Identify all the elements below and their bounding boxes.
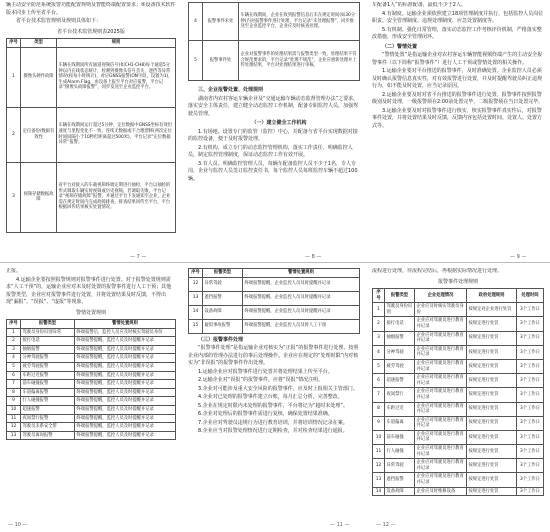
cell-type: 定位备份/数据有效性 bbox=[21, 107, 57, 162]
cell-type: 异常驾驶 bbox=[385, 459, 415, 473]
header-cell: 报警类型 bbox=[203, 269, 243, 278]
table-row bbox=[373, 473, 544, 487]
cell-type: 驾驶员身份识别异常 bbox=[21, 328, 75, 337]
p8-para: 2.有机构。成立专门的动态监控管理机构，落实工作责任，明确监控人员，制定监控管理制度，保证动态监控工作有效开展。 bbox=[188, 144, 353, 158]
cell-time: 3个工作日 bbox=[517, 402, 544, 416]
cell-rule: 终端报警提醒，企业监控人员及时提醒并记录 bbox=[243, 305, 360, 319]
header-cell: 序号 bbox=[373, 289, 385, 303]
cell-time: 3个工作日 bbox=[517, 331, 544, 345]
p11-para: 5.企业在规定时限内未处理的报警事件，平台将记为“超时未处理”。 bbox=[198, 402, 348, 409]
cell-no: 2 bbox=[7, 337, 21, 346]
header-cell: 序号 bbox=[189, 269, 203, 278]
cell-enterprise: 企业应对驾驶员进行教育并记录 bbox=[415, 345, 467, 359]
page-10 bbox=[6, 268, 176, 523]
cell-time: 3个工作日 bbox=[517, 303, 544, 317]
cell-enterprise: 企业应对驾驶员进行教育并记录 bbox=[415, 331, 467, 345]
p8-para: 3.有人员。明确监控管理人员，每辆车配备监控人员不少于1名，专人专岗，企业与监控人员签订监控责任书，每个监控人员每班监控车辆不超过100辆。 bbox=[188, 160, 358, 182]
cell-government: 按规定进行处罚 bbox=[467, 430, 517, 444]
table-row bbox=[373, 345, 544, 359]
header-cell: 处理时间 bbox=[517, 289, 544, 303]
table-row bbox=[7, 423, 176, 432]
cell-type: 接打电话 bbox=[21, 337, 75, 346]
cell-government: 按规定进行处罚 bbox=[467, 402, 517, 416]
page-11 bbox=[188, 268, 360, 523]
cell-type: 遮挡报警 bbox=[203, 291, 243, 305]
cell-type: 抽烟报警 bbox=[21, 345, 75, 354]
cell-no: 9 bbox=[7, 397, 21, 406]
cell-rule: 终端报警提醒，企业监控人员及时提醒并记录 bbox=[243, 291, 360, 305]
cell-type: 遮挡报警 bbox=[385, 473, 415, 487]
cell-type: 抽烟报警 bbox=[385, 331, 415, 345]
cell-type: 车距过近 bbox=[385, 402, 415, 416]
p10-para: 4.运输企业要按照报警规则对报警事件进行处置。对于报警处置规则需求“人工干预”的，运输企业应对未及时处置的报警事件进行人工干预；其他报警类型，企业应对报警事件进行处置，并将处置结果及时反馈，不得出现“漏报”、“误报”、“虚报”等现象。 bbox=[6, 276, 172, 305]
table-row bbox=[189, 319, 360, 333]
cell-no: 1 bbox=[373, 303, 385, 317]
header-cell: 规则 bbox=[57, 39, 176, 48]
table-row bbox=[373, 303, 544, 317]
p11-para: 1.运输企业应对报警事件进行处置并将处理结果上传至平台。 bbox=[198, 368, 333, 375]
cell-no: 10 bbox=[7, 405, 21, 414]
p11-table bbox=[188, 268, 360, 334]
table-row bbox=[373, 317, 544, 331]
table-row bbox=[189, 277, 360, 291]
p9-para: 车配备1人”的标准配备，最低不少于2人。 bbox=[372, 2, 466, 8]
cell-type: 行人碰撞报警 bbox=[21, 397, 75, 406]
p11-para: 4.企业对已处理的报警事件建立台账，每月汇总分析，完善整改。 bbox=[198, 394, 343, 401]
cell-no: 15 bbox=[189, 319, 203, 333]
p10-table-caption: 警情处置规则 bbox=[75, 309, 106, 316]
cell-type: 报警事件未处 bbox=[203, 3, 239, 41]
table-row bbox=[373, 445, 544, 459]
cell-no: 4 bbox=[373, 345, 385, 359]
cell-no: 11 bbox=[7, 414, 21, 423]
cell-no: 13 bbox=[7, 431, 21, 440]
cell-type: 视频存储数据故障 bbox=[21, 162, 57, 232]
row-divider bbox=[0, 262, 550, 263]
cell-no: 8 bbox=[373, 402, 385, 416]
cell-enterprise: 企业应对驾驶员进行教育并记录 bbox=[415, 317, 467, 331]
cell-time: 3个工作日 bbox=[517, 345, 544, 359]
cell-enterprise: 企业应对驾驶员进行教育并记录 bbox=[415, 445, 467, 459]
page-9 bbox=[372, 2, 544, 257]
table-header-row bbox=[189, 269, 360, 278]
table-row bbox=[7, 162, 176, 232]
page-number: — 12 — bbox=[376, 522, 396, 528]
cell-government: 按规定进行处罚 bbox=[467, 359, 517, 373]
p9-para: 3.运输企业要及时对报警事件进行核实，核实报警事件真实性后，对报警事件处置，并将处置结果及时反馈，反馈内容包括处置时间、处置人、处置方式等。 bbox=[372, 107, 543, 129]
table-row bbox=[373, 331, 544, 345]
cell-rule: 终端报警提醒，监控人员及时提醒并记录 bbox=[75, 414, 176, 423]
p9-para: 4.有制度。运输企业须依照建立18项管理制度并执行，包括监控人员岗位职责、安全管理制度、违规处理制度、应急处置制度等。 bbox=[372, 10, 544, 24]
table-row bbox=[373, 374, 544, 388]
cell-no: 12 bbox=[7, 423, 21, 432]
p10-para: 正报。 bbox=[6, 268, 22, 274]
table-row bbox=[373, 487, 544, 496]
cell-no: 3 bbox=[7, 162, 21, 232]
cell-no: 7 bbox=[7, 380, 21, 389]
p11-para: 6.企业对处理后的报警事件需进行复核，确保处置结果准确。 bbox=[198, 411, 333, 418]
cell-type: 驾驶员未系安全带 bbox=[21, 423, 75, 432]
cell-rule: 企业对报警事件的处理结果需与报警类型一致，处理结果不符合规范要求的，平台记录“处理不规范”，企业应重新处理并上传处理结果，平台对处理结果进行审核。 bbox=[239, 41, 360, 81]
header-cell: 企业处理情况 bbox=[415, 289, 467, 303]
cell-rule: 终端报警提醒，监控人员及时提醒并记录 bbox=[75, 371, 176, 380]
p11-para: 2.运输企业对“误报”的报警事件，应将“误报”情况注明。 bbox=[198, 377, 324, 384]
cell-government: 按规定进行处罚 bbox=[467, 445, 517, 459]
cell-time: 3个工作日 bbox=[517, 430, 544, 444]
cell-time: 3个工作日 bbox=[517, 473, 544, 487]
cell-no: 6 bbox=[373, 374, 385, 388]
table-row bbox=[373, 416, 544, 430]
table-row bbox=[7, 328, 176, 337]
cell-rule: 车辆在线期间所有通道视频信号(如CH1-CH8)每个通道5分钟以内在线状态统计，检测到摄像头信号丢失、遮挡等异常情况(按每小时统计)，对应GNSS报警(ON字段，设置为1)，生成Alarm Flag，由设备上报至平台对应报警，平台记录“摄像头故障报警”，同步发送至企业监控平台。 bbox=[57, 47, 176, 107]
cell-enterprise: 企业应对驾驶员进行教育并记录 bbox=[415, 374, 467, 388]
cell-rule: 终端报警后，监控人员应及时核实驾驶员身份 bbox=[75, 328, 176, 337]
cell-enterprise: 企业应对驾驶员进行教育并记录 bbox=[415, 416, 467, 430]
cell-type: 摄像头硬件故障 bbox=[21, 47, 57, 107]
header-cell: 序号 bbox=[7, 39, 21, 48]
cell-no: 3 bbox=[7, 345, 21, 354]
p11-para: 7.企业应对驾驶员违规行为进行教育培训，并将培训情况记录在案。 bbox=[198, 419, 348, 426]
table-row bbox=[189, 291, 360, 305]
cell-type: 车道偏离报警 bbox=[21, 388, 75, 397]
cell-government: 按规定进行处罚 bbox=[467, 317, 517, 331]
table-row bbox=[7, 47, 176, 107]
cell-type: 接打电话 bbox=[385, 317, 415, 331]
cell-type: 超速报警 bbox=[385, 374, 415, 388]
header-cell: 报警类型 bbox=[385, 289, 415, 303]
cell-government: 按规定进行处罚 bbox=[467, 345, 517, 359]
cell-time: 3个工作日 bbox=[517, 388, 544, 402]
table-header-row bbox=[373, 289, 544, 303]
header-cell: 类型 bbox=[21, 39, 57, 48]
cell-rule: 终端报警提醒，企业监控人员及时提醒并记录 bbox=[243, 277, 360, 291]
p8-table bbox=[188, 2, 360, 81]
cell-type: 设备故障 bbox=[203, 305, 243, 319]
cell-type: 分神驾驶 bbox=[385, 345, 415, 359]
cell-enterprise: 企业应对驾驶员进行教育并记录 bbox=[415, 359, 467, 373]
table-row bbox=[7, 354, 176, 363]
table-row bbox=[7, 414, 176, 423]
page-number: — 11 — bbox=[330, 522, 350, 528]
cell-no: 14 bbox=[373, 487, 385, 496]
cell-rule: 终端报警提醒，监控人员及时提醒并记录 bbox=[75, 388, 176, 397]
table-row bbox=[7, 431, 176, 440]
cell-type: 疲劳驾驶报警 bbox=[21, 362, 75, 371]
cell-rule: 终端报警提醒，监控人员及时提醒并记录 bbox=[75, 362, 176, 371]
cell-government: 按规定进行处罚 bbox=[467, 416, 517, 430]
page-8 bbox=[188, 2, 360, 257]
cell-no: 3 bbox=[373, 331, 385, 345]
p9-para: 1.运输企业要对平台推送的报警事件，及时准确处置。企业监控人员必须及时确认报警信息真实性，对有效报警进行处置，并及时提醒驾驶员纠正违规行为，如不能及时处置，应当记录原因。 bbox=[372, 68, 543, 89]
p7-table-caption: 省平台技术监管规则表2025版 bbox=[57, 28, 125, 35]
p7-table bbox=[6, 38, 176, 233]
page-number: — 7 — bbox=[130, 254, 147, 260]
p8-section-heading: 三、企业报警处置、处理规则 bbox=[198, 87, 264, 93]
cell-no: 14 bbox=[189, 305, 203, 319]
cell-type: 行人碰撞 bbox=[385, 445, 415, 459]
cell-enterprise: 企业应对驾驶员进行教育并记录 bbox=[415, 459, 467, 473]
cell-enterprise: 企业应对驾驶员进行教育并记录 bbox=[415, 430, 467, 444]
table-row bbox=[189, 3, 360, 41]
p8-subheading: （一）建立健全工作机构 bbox=[251, 120, 307, 126]
cell-government: 按规定进行处罚 bbox=[467, 388, 517, 402]
cell-time: 3个工作日 bbox=[517, 359, 544, 373]
table-row bbox=[189, 41, 360, 81]
cell-type: 夜间禁行 bbox=[385, 388, 415, 402]
p11-para: 8.企业应当对报警处理情况进行定期检查，并对检查结果进行通报。 bbox=[198, 428, 348, 435]
cell-no: 13 bbox=[189, 291, 203, 305]
cell-enterprise: 企业应对驾驶员进行教育并记录 bbox=[415, 388, 467, 402]
cell-no: 5 bbox=[189, 41, 203, 81]
cell-type: 车距过近报警 bbox=[21, 371, 75, 380]
cell-type: 疑似事故报警 bbox=[203, 319, 243, 333]
cell-no: 4 bbox=[189, 3, 203, 41]
cell-type: 车道偏离 bbox=[385, 416, 415, 430]
cell-no: 13 bbox=[373, 473, 385, 487]
header-cell: 报警类型 bbox=[21, 320, 75, 329]
cell-type: 夜间禁行报警 bbox=[21, 414, 75, 423]
p8-para: 1.有场地。设置专门的监管（监控）中心，并配备与省平台实现数据对接的监控设备，便于及时报警处理。 bbox=[188, 128, 358, 142]
cell-type: 分神驾驶报警 bbox=[21, 354, 75, 363]
cell-rule: 终端报警提醒，企业监控人员及时人工干预 bbox=[243, 319, 360, 333]
cell-time: 3个工作日 bbox=[517, 487, 544, 496]
table-row bbox=[373, 459, 544, 473]
p8-para: 湖南省内农村客运车辆企业及“交通运输车辆动态监督管理办法”之要求，落实安全主体责任，建立健全动态监控工作机制，配备专职监控人员，加强驾驶员管理。 bbox=[188, 95, 359, 117]
cell-no: 1 bbox=[7, 328, 21, 337]
header-cell: 序号 bbox=[7, 320, 21, 329]
cell-enterprise: 企业应对驾驶员进行教育并记录 bbox=[415, 473, 467, 487]
cell-no: 4 bbox=[7, 354, 21, 363]
cell-no: 12 bbox=[189, 277, 203, 291]
p7-line-2: 省平台技术监管规则及规则具体如下： bbox=[16, 18, 102, 24]
cell-type: 驾驶员离岗报警 bbox=[21, 431, 75, 440]
table-row bbox=[7, 405, 176, 414]
cell-type: 前车碰撞 bbox=[385, 430, 415, 444]
cell-time: 3个工作日 bbox=[517, 374, 544, 388]
p7-line-1: 辆主动安全防范系统报警功能配置规则及智能终端配置要求；⑤设备技术软件版本同步上传至省平台。 bbox=[6, 2, 176, 16]
cell-government: 按规定进行处罚 bbox=[467, 374, 517, 388]
cell-no: 2 bbox=[373, 317, 385, 331]
table-row bbox=[7, 380, 176, 389]
cell-time: 3个工作日 bbox=[517, 416, 544, 430]
table-row bbox=[373, 430, 544, 444]
cell-no: 12 bbox=[373, 459, 385, 473]
cell-rule: 终端报警提醒，监控人员及时提醒并记录 bbox=[75, 397, 176, 406]
p9-subheading: （二）警情处置 bbox=[382, 43, 418, 50]
page-7 bbox=[6, 2, 176, 257]
cell-rule: 终端报警提醒，监控人员及时提醒并记录 bbox=[75, 431, 176, 440]
cell-government: 按规定进行处罚 bbox=[467, 473, 517, 487]
page-number: — 10 — bbox=[8, 522, 28, 528]
cell-no: 9 bbox=[373, 416, 385, 430]
cell-type: 驾驶员身份识别 bbox=[385, 303, 415, 317]
page-12 bbox=[372, 268, 544, 523]
cell-time: 3个工作日 bbox=[517, 459, 544, 473]
cell-rule: 车辆在线期间，企业在收到报警信息后未在规定时间(如30分钟)内对报警事件进行处理，平台记录“未处理报警”，同步推送至企业监控平台，企业应及时核查处理。 bbox=[239, 3, 360, 41]
cell-no: 8 bbox=[7, 388, 21, 397]
cell-enterprise: 企业应及时核实驾驶员身份 bbox=[415, 303, 467, 317]
p9-para: “警情处置”是指运输企业对农村客运车辆智能视频终端产生的主动安全报警事件（以下简称“报警事件”）进行人工干预或警情处置的相关操作。 bbox=[372, 52, 543, 66]
header-cell: 政府处理规则 bbox=[467, 289, 517, 303]
cell-type: 超速报警 bbox=[21, 405, 75, 414]
table-row bbox=[7, 107, 176, 162]
cell-no: 2 bbox=[7, 107, 21, 162]
p10-table bbox=[6, 319, 176, 440]
table-row bbox=[373, 388, 544, 402]
cell-government: 按规定对企业进行处罚 bbox=[467, 303, 517, 317]
cell-no: 10 bbox=[373, 430, 385, 444]
table-row bbox=[373, 359, 544, 373]
table-row bbox=[7, 345, 176, 354]
p11-section-heading: （三）报警事件处理 bbox=[198, 336, 244, 343]
cell-government: 按规定进行处罚 bbox=[467, 331, 517, 345]
cell-government: 按规定进行处罚 bbox=[467, 459, 517, 473]
cell-time: 3个工作日 bbox=[517, 317, 544, 331]
p11-para: 3.企业对可能涉及重大安全风险的报警事件，应及时上报相关主管部门。 bbox=[198, 385, 358, 392]
p9-para: 5.有机制。强化日常管理，落实动态监控工作考核评价机制，严格落实整改措施，形成安全管理闭环。 bbox=[372, 26, 542, 40]
table-header-row bbox=[7, 39, 176, 48]
cell-no: 7 bbox=[373, 388, 385, 402]
table-row bbox=[7, 362, 176, 371]
cell-no: 5 bbox=[7, 362, 21, 371]
cell-rule: 终端报警提醒，监控人员及时提醒并记录 bbox=[75, 354, 176, 363]
cell-government: 按规定进行处罚 bbox=[467, 487, 517, 496]
table-header-row bbox=[7, 320, 176, 329]
cell-rule: 终端报警提醒，监控人员及时提醒并记录 bbox=[75, 380, 176, 389]
table-row bbox=[189, 305, 360, 319]
cell-type: 异常驾驶 bbox=[203, 277, 243, 291]
table-row bbox=[7, 397, 176, 406]
table-row bbox=[7, 371, 176, 380]
cell-rule: 终端报警提醒，监控人员及时提醒并记录 bbox=[75, 423, 176, 432]
cell-time: 3个工作日 bbox=[517, 445, 544, 459]
cell-no: 6 bbox=[7, 371, 21, 380]
header-cell: 警情处置规则 bbox=[243, 269, 360, 278]
cell-no: 11 bbox=[373, 445, 385, 459]
table-row bbox=[7, 337, 176, 346]
p12-para: 流程进行处理，待流程完结后，再根据实际情况进行处理。 bbox=[372, 268, 503, 274]
cell-rule: 终端报警提醒，监控人员及时提醒并记录 bbox=[75, 337, 176, 346]
p9-para: 2.运输企业要及时对省平台推送的报警事件进行处置，报警事件按照报警级别及时处理，一级报警须在2:00前处置完毕，二级报警须在当日处置完毕。 bbox=[372, 91, 544, 105]
cell-type: 前车碰撞报警 bbox=[21, 380, 75, 389]
table-row bbox=[7, 388, 176, 397]
cell-type: 报警事件处 bbox=[203, 41, 239, 81]
cell-rule: 省平台对接入的车载视频终端定期进行抽检，平台以抽检的形式调取车辆实时视频或历史视频，若调取失败，平台记录“视频存储故障”报警，并通过平台下发通知至企业，企业需在规定时间内完成故障排查，排查结果回传至平台，平台根据回传结果核实处置情况。 bbox=[57, 162, 176, 232]
cell-no: 5 bbox=[373, 359, 385, 373]
cell-type: 设备故障 bbox=[385, 487, 415, 496]
cell-enterprise: 企业应对驾驶员进行教育并记录 bbox=[415, 402, 467, 416]
table-row bbox=[373, 402, 544, 416]
cell-enterprise: 企业应及时维修设备 bbox=[415, 487, 467, 496]
cell-rule: 车辆在线期间运行超过5分钟，定位数据中GNSS坐标有效但速度与里程变化不一致、连续无数据或不合理漂移(两次定位时间间隔小于10秒但距离超过500米)，平台记录“定位数据异常”报警。 bbox=[57, 107, 176, 162]
p12-table bbox=[372, 288, 544, 496]
page-number: — 9 — bbox=[510, 254, 527, 260]
page-number: — 8 — bbox=[305, 254, 322, 260]
p12-table-caption: 报警事件处理规则 bbox=[437, 278, 478, 285]
cell-rule: 终端报警提醒，监控人员及时提醒并记录 bbox=[75, 345, 176, 354]
header-cell: 警情处置规则 bbox=[75, 320, 176, 329]
cell-rule: 终端报警提醒，监控人员及时提醒并记录 bbox=[75, 405, 176, 414]
p11-para: “报警事件处理”是指运输企业对核实为“正报”的报警事件进行处理，按照企业内部的管理办法进行的事后处理操作。企业应在规定的“处理时限”内对核实为“非误报”的报警事件作出处理。 bbox=[188, 345, 359, 367]
cell-no: 1 bbox=[7, 47, 21, 107]
cell-type: 疲劳驾驶 bbox=[385, 359, 415, 373]
